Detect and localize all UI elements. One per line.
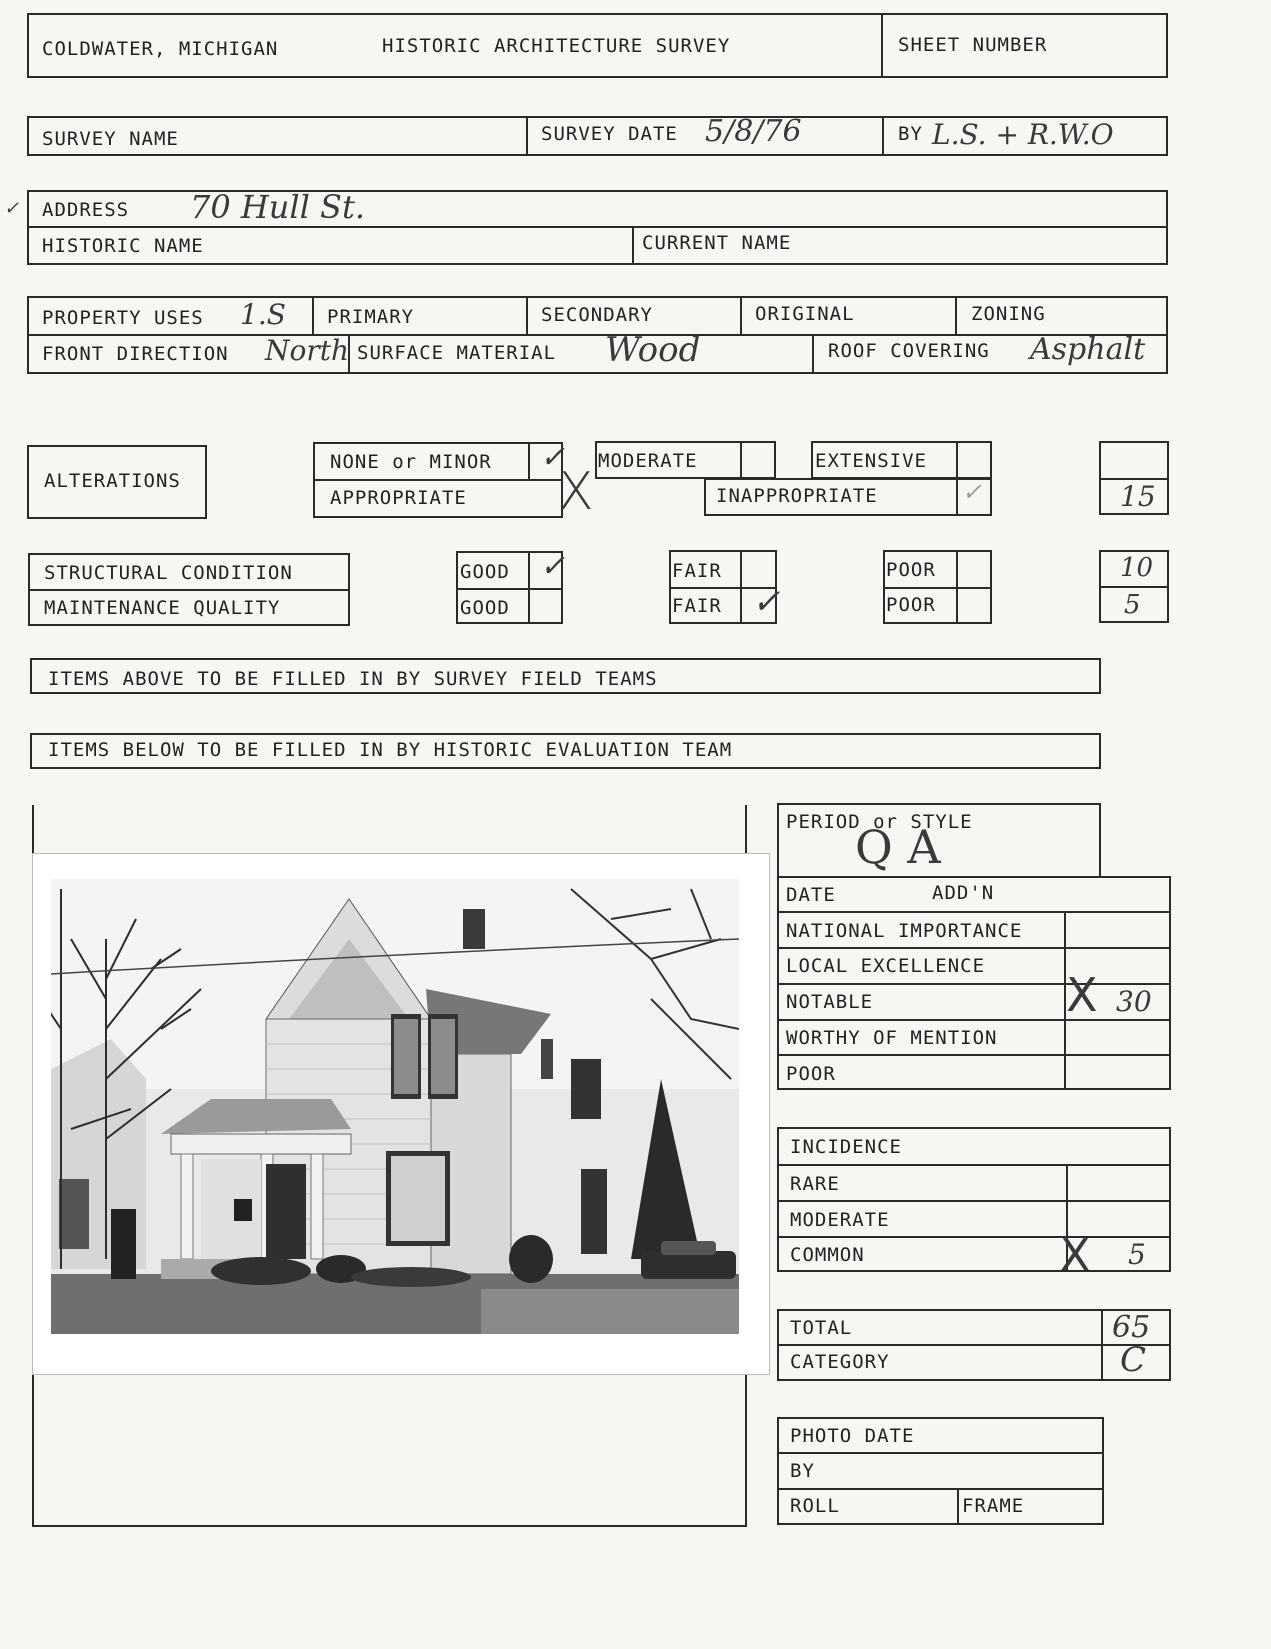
- incidence-label: INCIDENCE: [790, 1136, 902, 1158]
- property-div-2: [526, 296, 528, 335]
- moderate-checkcol: [740, 441, 742, 479]
- front-direction-label: FRONT DIRECTION: [42, 343, 229, 365]
- address-col-divider: [632, 226, 634, 265]
- items-above-note: ITEMS ABOVE TO BE FILLED IN BY SURVEY FIELD TEAMS: [48, 668, 658, 690]
- notable-mark: X: [1066, 968, 1098, 1022]
- original-label: ORIGINAL: [755, 303, 855, 325]
- structural-good-mark: ✓: [540, 549, 566, 584]
- house-photo: [32, 853, 770, 1375]
- inappropriate-label: INAPPROPRIATE: [716, 485, 878, 507]
- photo-date-label: PHOTO DATE: [790, 1425, 915, 1447]
- structural-score: 10: [1120, 553, 1154, 583]
- address-check: ✓: [4, 198, 20, 219]
- house-illustration: [51, 879, 739, 1334]
- address-label: ADDRESS: [42, 199, 130, 221]
- surface-material-value: Wood: [605, 330, 701, 370]
- condition-label-divider: [28, 589, 350, 591]
- eval-row-3: [777, 983, 1171, 985]
- eval-row-4: [777, 1019, 1171, 1021]
- national-importance-label: NATIONAL IMPORTANCE: [786, 920, 1023, 942]
- secondary-label: SECONDARY: [541, 304, 653, 326]
- survey-date-value: 5/8/76: [705, 114, 802, 149]
- photo-info-row-1: [777, 1452, 1104, 1454]
- extensive-label: EXTENSIVE: [815, 450, 927, 472]
- none-minor-checkcol: [528, 442, 530, 479]
- photo-by-label: BY: [790, 1460, 815, 1482]
- survey-by-label: BY: [898, 123, 923, 145]
- photo-info-row-2: [777, 1488, 1104, 1490]
- none-minor-row-divider: [313, 479, 563, 481]
- good-checkcol: [528, 551, 530, 624]
- rare-label: RARE: [790, 1173, 840, 1195]
- date-label: DATE: [786, 884, 836, 906]
- survey-by-value: L.S. + R.W.O: [932, 118, 1114, 151]
- maintenance-poor-label: POOR: [886, 594, 936, 616]
- common-label: COMMON: [790, 1244, 865, 1266]
- inc-row-1: [777, 1164, 1171, 1166]
- property-div-4: [955, 296, 957, 335]
- photo-info-frame-div: [957, 1488, 959, 1525]
- common-mark: X: [1060, 1230, 1091, 1281]
- sheet-number-label: SHEET NUMBER: [898, 34, 1048, 56]
- worthy-label: WORTHY OF MENTION: [786, 1027, 998, 1049]
- eval-row-1: [777, 911, 1171, 913]
- city-label: COLDWATER, MICHIGAN: [42, 38, 279, 60]
- condition-score-divider: [1099, 586, 1169, 588]
- survey-name-label: SURVEY NAME: [42, 128, 179, 150]
- poor-checkcol: [956, 550, 958, 624]
- header-divider: [881, 13, 883, 78]
- survey-divider-2: [882, 116, 884, 156]
- property-div-3: [740, 296, 742, 335]
- poor-label: POOR: [786, 1063, 836, 1085]
- notable-score: 30: [1116, 985, 1152, 1018]
- poor-divider: [883, 587, 992, 589]
- structural-poor-label: POOR: [886, 559, 936, 581]
- historic-name-label: HISTORIC NAME: [42, 235, 204, 257]
- address-row-divider: [27, 226, 1168, 228]
- property-uses-label: PROPERTY USES: [42, 307, 204, 329]
- front-direction-value: North: [265, 334, 350, 367]
- structural-good-label: GOOD: [460, 561, 510, 583]
- category-label: CATEGORY: [790, 1351, 890, 1373]
- good-divider: [456, 588, 563, 590]
- survey-date-label: SURVEY DATE: [541, 123, 678, 145]
- structural-condition-label: STRUCTURAL CONDITION: [44, 562, 293, 584]
- maintenance-score: 5: [1124, 590, 1141, 620]
- moderate-label: MODERATE: [598, 450, 698, 472]
- maintenance-good-label: GOOD: [460, 597, 510, 619]
- none-minor-mark: ✓: [540, 440, 566, 475]
- local-excellence-label: LOCAL EXCELLENCE: [786, 955, 986, 977]
- surface-material-label: SURFACE MATERIAL: [357, 342, 557, 364]
- none-minor-label: NONE or MINOR: [330, 451, 492, 473]
- total-label: TOTAL: [790, 1317, 853, 1339]
- property-row-divider: [27, 334, 1168, 336]
- inc-row-3: [777, 1236, 1171, 1238]
- common-score: 5: [1128, 1238, 1146, 1271]
- inappropriate-mark: ✓: [962, 478, 983, 506]
- alterations-label: ALTERATIONS: [44, 470, 181, 492]
- eval-row-5: [777, 1054, 1171, 1056]
- category-value: C: [1120, 1340, 1147, 1380]
- survey-divider-1: [526, 116, 528, 156]
- alterations-score: 15: [1120, 480, 1156, 513]
- addn-label: ADD'N: [932, 882, 995, 904]
- roof-covering-value: Asphalt: [1030, 332, 1146, 367]
- inappropriate-checkcol: [956, 478, 958, 516]
- totals-score-col: [1101, 1309, 1103, 1381]
- property-div-1: [312, 296, 314, 335]
- items-below-note: ITEMS BELOW TO BE FILLED IN BY HISTORIC EVALUATION TEAM: [48, 739, 733, 761]
- extensive-checkcol: [956, 441, 958, 479]
- maintenance-fair-mark: ✓: [752, 582, 781, 622]
- inc-moderate-label: MODERATE: [790, 1209, 890, 1231]
- current-name-label: CURRENT NAME: [642, 232, 792, 254]
- notable-label: NOTABLE: [786, 991, 874, 1013]
- roof-covering-label: ROOF COVERING: [828, 340, 990, 362]
- period-label: PERIOD or STYLE: [786, 811, 973, 833]
- eval-row-2: [777, 947, 1171, 949]
- frame-label: FRAME: [962, 1495, 1025, 1517]
- roll-label: ROLL: [790, 1495, 840, 1517]
- structural-fair-label: FAIR: [672, 560, 722, 582]
- zoning-label: ZONING: [971, 303, 1046, 325]
- property-uses-value: 1.S: [240, 298, 286, 331]
- total-value: 65: [1112, 1310, 1151, 1345]
- maintenance-quality-label: MAINTENANCE QUALITY: [44, 597, 281, 619]
- property-div-6: [812, 334, 814, 374]
- primary-label: PRIMARY: [327, 306, 415, 328]
- inc-row-2: [777, 1200, 1171, 1202]
- address-value: 70 Hull St.: [190, 188, 365, 226]
- fair-checkcol: [740, 550, 742, 624]
- period-value: Q A: [855, 820, 941, 874]
- appropriate-label: APPROPRIATE: [330, 487, 467, 509]
- survey-title: HISTORIC ARCHITECTURE SURVEY: [382, 35, 731, 57]
- appropriate-mark: X: [558, 462, 594, 522]
- maintenance-fair-label: FAIR: [672, 595, 722, 617]
